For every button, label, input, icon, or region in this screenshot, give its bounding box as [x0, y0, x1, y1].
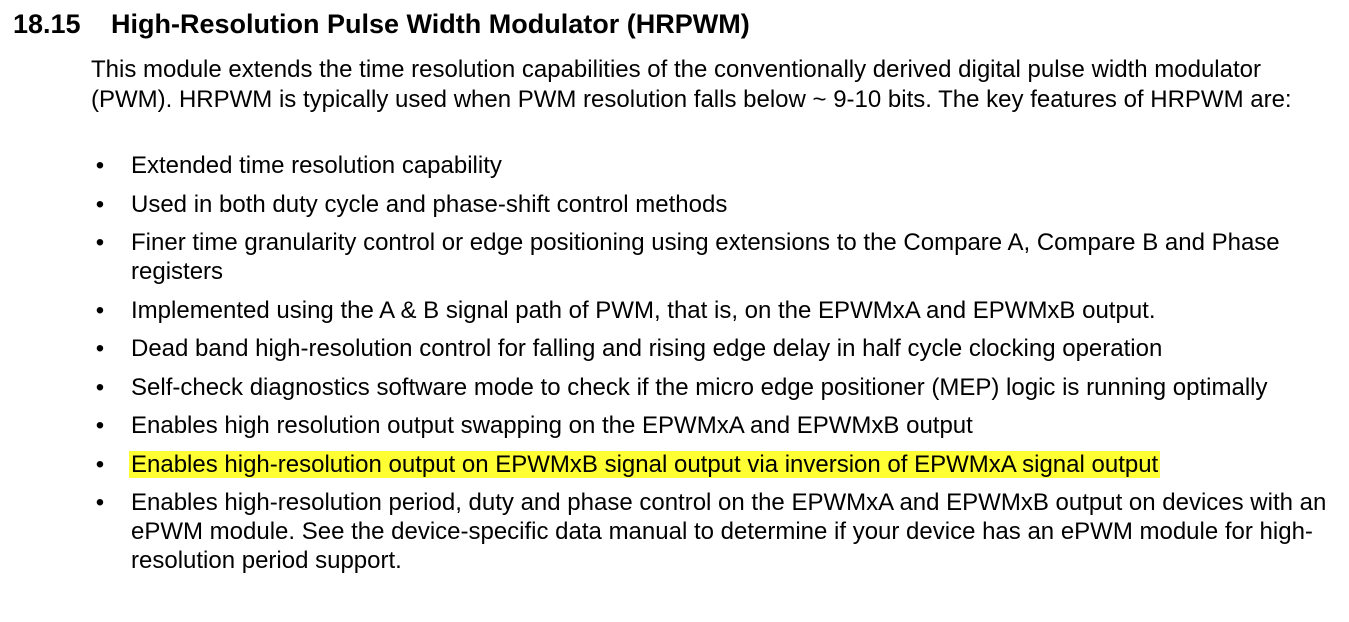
- bullet-icon: •: [95, 152, 105, 179]
- bullet-icon: •: [95, 412, 105, 439]
- feature-text: Self-check diagnostics software mode to check if the micro edge positioner (MEP) logic is running optimally: [131, 373, 1268, 401]
- feature-text: Used in both duty cycle and phase-shift control methods: [131, 190, 728, 218]
- feature-text: Enables high-resolution period, duty and phase control on the EPWMxA and EPWMxB output on devices with an ePWM module. See the device-specific data manual to determine if your device has an ePWM module for high-resolution period support.: [131, 489, 1327, 574]
- feature-list-item: [88, 411, 1340, 440]
- bullet-icon: •: [95, 296, 105, 324]
- feature-list-item: [88, 228, 1340, 286]
- intro-paragraph: This module extends the time resolution capabilities of the conventionally derived digital pulse width modulator (PWM). HRPWM is typically used when PWM resolution falls below ~ 9-10 bits. The key features of HRPWM are:: [91, 56, 1292, 113]
- bullet-icon: •: [95, 190, 105, 218]
- bullet-icon: •: [95, 450, 105, 478]
- section-title: High-Resolution Pulse Width Modulator (HRPWM): [111, 9, 750, 39]
- bullet-icon: •: [95, 489, 105, 516]
- bullet-icon: •: [95, 335, 105, 362]
- feature-text: Dead band high-resolution control for falling and rising edge delay in half cycle clocking operation: [131, 335, 1163, 362]
- bullet-icon: •: [95, 373, 105, 401]
- feature-list-item: [88, 488, 1340, 575]
- feature-list-item: [88, 334, 1340, 363]
- feature-list: [88, 151, 1340, 585]
- section-heading: [13, 4, 750, 44]
- feature-list-item: [88, 190, 1340, 219]
- bullet-icon: •: [95, 229, 105, 256]
- section-number: 18.15: [13, 9, 81, 39]
- feature-text: Finer time granularity control or edge positioning using extensions to the Compare A, Compare B and Phase registers: [131, 229, 1280, 285]
- feature-text: Implemented using the A & B signal path of PWM, that is, on the EPWMxA and EPWMxB output.: [131, 296, 1156, 324]
- feature-list-item: [88, 450, 1340, 479]
- feature-list-item: [88, 373, 1340, 402]
- highlighted-feature-text: Enables high-resolution output on EPWMxB signal output via inversion of EPWMxA signal output: [131, 450, 1159, 478]
- feature-text: Enables high resolution output swapping on the EPWMxA and EPWMxB output: [131, 412, 973, 439]
- feature-list-item: [88, 151, 1340, 180]
- feature-list-item: [88, 296, 1340, 325]
- feature-text: Extended time resolution capability: [131, 152, 502, 179]
